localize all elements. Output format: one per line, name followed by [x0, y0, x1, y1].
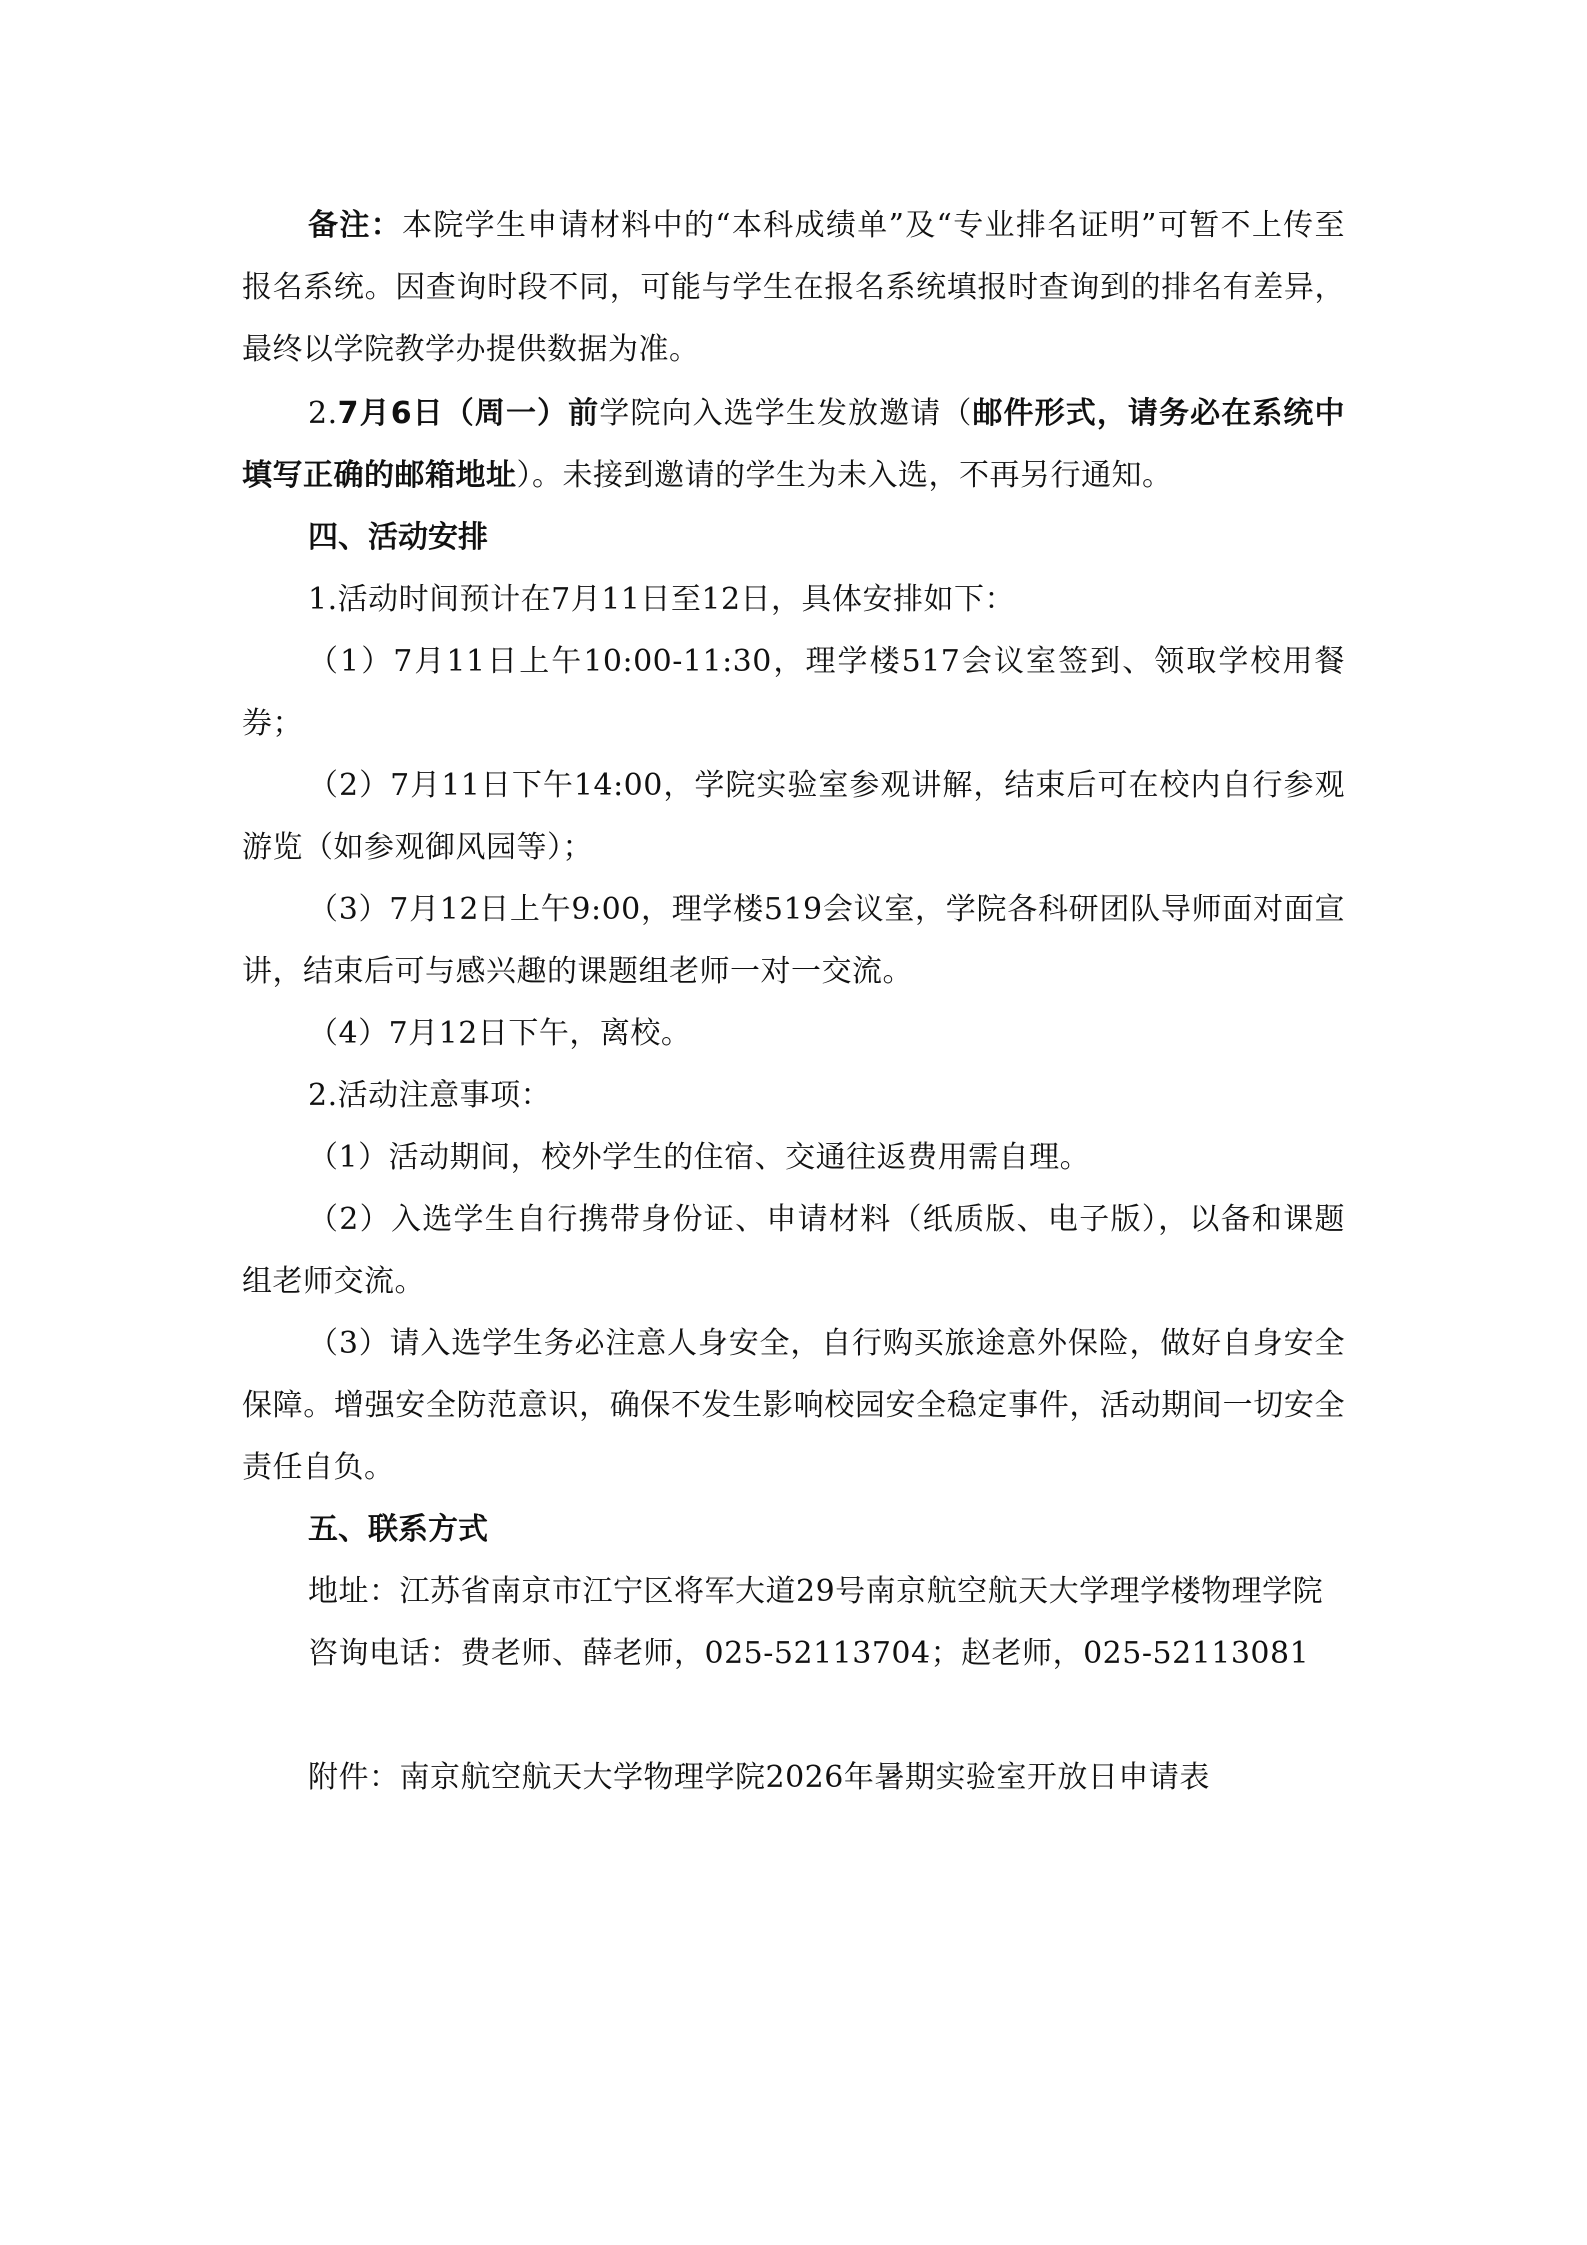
activity-time-intro: 1.活动时间预计在7月11日至12日，具体安排如下： [308, 582, 1016, 617]
invite-suffix: ）。未接到邀请的学生为未入选，不再另行通知。 [516, 458, 1173, 493]
document-body [242, 195, 1345, 1809]
note-item-1: （1）活动期间，校外学生的住宿、交通往返费用需自理。 [308, 1140, 1091, 1175]
invite-email-note: 邮件形式，请务必在系统中填写正确的邮箱地址 [242, 396, 1346, 493]
invite-mid: 学院向入选学生发放邀请（ [599, 396, 973, 431]
schedule-item-3: （3）7月12日上午9:00，理学楼519会议室，学院各科研团队导师面对面宣讲，结束后可与感兴趣的课题组老师一对一交流。 [242, 892, 1345, 989]
invite-paragraph [242, 383, 1345, 507]
invite-date: 7月6日（周一）前 [337, 396, 600, 431]
note-text: 本院学生申请材料中的“本科成绩单”及“专业排名证明”可暂不上传至报名系统。因查询时段不同，可能与学生在报名系统填报时查询到的排名有差异，最终以学院教学办提供数据为准。 [242, 208, 1345, 367]
schedule-item-1: （1）7月11日上午10:00-11:30，理学楼517会议室签到、领取学校用餐券； [242, 644, 1345, 741]
note-label: 备注： [308, 208, 402, 243]
blank-line [242, 1685, 1345, 1747]
section-heading-activity: 四、活动安排 [308, 520, 488, 555]
attachment-line: 附件：南京航空航天大学物理学院2026年暑期实验室开放日申请表 [308, 1760, 1210, 1795]
activity-notes-intro: 2.活动注意事项： [308, 1078, 552, 1113]
section-heading-contact: 五、联系方式 [308, 1512, 488, 1547]
schedule-item-4: （4）7月12日下午，离校。 [308, 1016, 692, 1051]
schedule-item-2: （2）7月11日下午14:00，学院实验室参观讲解，结束后可在校内自行参观游览（如参观御风园等）； [242, 768, 1345, 865]
note-item-2: （2）入选学生自行携带身份证、申请材料（纸质版、电子版），以备和课题组老师交流。 [242, 1202, 1345, 1299]
contact-phone: 咨询电话：费老师、薛老师，025-52113704；赵老师，025-52113081 [308, 1636, 1310, 1671]
invite-prefix: 2. [308, 396, 338, 431]
note-item-3: （3）请入选学生务必注意人身安全，自行购买旅途意外保险，做好自身安全保障。增强安全防范意识，确保不发生影响校园安全稳定事件，活动期间一切安全责任自负。 [242, 1326, 1345, 1485]
note-paragraph [242, 195, 1345, 381]
contact-address: 地址：江苏省南京市江宁区将军大道29号南京航空航天大学理学楼物理学院 [308, 1574, 1324, 1609]
